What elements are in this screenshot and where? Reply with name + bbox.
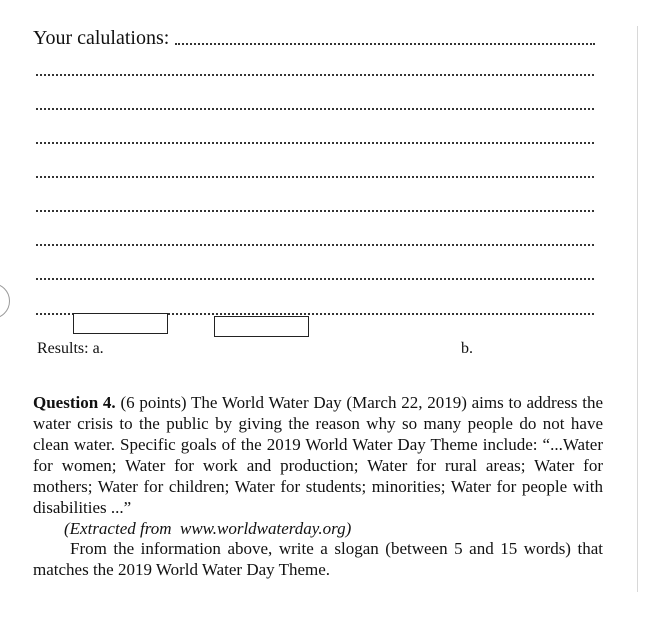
answer-box-a[interactable]: [73, 313, 168, 334]
question-4-body: The World Water Day (March 22, 2019) aims to address the water crisis to the public by giving the reason why so many people do not have clean water. Specific goals of the 2019 World Water Day Theme include: “...Water for women; Water for work and production; Water for rural areas; Water for mothers; Water for children; Water for students; minorities; Water for people with disabilities ...”: [33, 393, 603, 517]
question-4-title: Question 4.: [33, 393, 116, 412]
calculation-line[interactable]: [36, 142, 594, 144]
calculations-heading: [33, 26, 595, 50]
calculation-line[interactable]: [36, 176, 594, 178]
question-4-points: (6 points): [120, 393, 187, 412]
answer-box-b[interactable]: [214, 316, 309, 337]
calculation-line[interactable]: [36, 210, 594, 212]
calculation-line[interactable]: [36, 278, 594, 280]
calculation-line[interactable]: [36, 74, 594, 76]
calculation-line[interactable]: [36, 108, 594, 110]
extract-suffix: ): [345, 519, 352, 538]
results-b-label: b.: [461, 340, 473, 357]
calculations-label: Your calulations:: [33, 27, 170, 49]
question-4-task: From the information above, write a slogan (between 5 and 15 words) that matches the 2019 World Water Day Theme.: [33, 539, 603, 579]
calculation-line[interactable]: [36, 244, 594, 246]
question-4-paragraph: [33, 392, 603, 518]
page-scroll-handle[interactable]: [0, 283, 10, 319]
page-edge-line: [637, 26, 638, 592]
extract-source: www.worldwaterday.org: [179, 519, 346, 538]
results-a-label: Results: a.: [37, 340, 104, 357]
calculations-answer-line[interactable]: [175, 43, 595, 45]
extract-citation: [64, 518, 351, 539]
extract-prefix: (Extracted from: [64, 519, 172, 538]
